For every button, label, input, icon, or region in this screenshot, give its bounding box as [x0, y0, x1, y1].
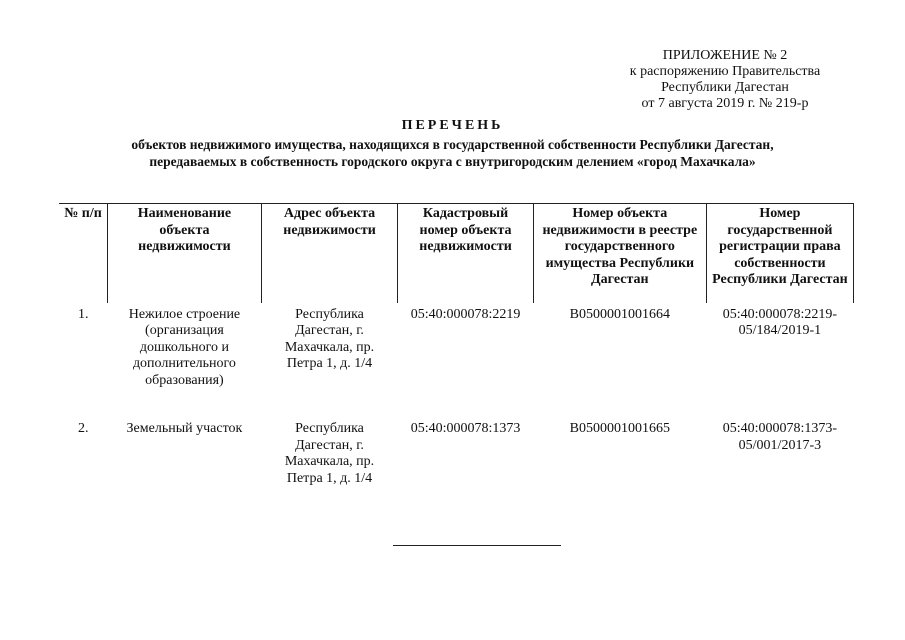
appendix-date-number: от 7 августа 2019 г. № 219-р [641, 96, 809, 111]
appendix-order-ref: к распоряжению Правительства [629, 64, 821, 79]
row-registration: 05:40:000078:2219-05/184/2019-1 [722, 306, 838, 338]
row-number: 1. [78, 306, 89, 322]
row-number: 2. [78, 421, 89, 436]
closing-divider [393, 545, 561, 546]
subtitle-line-2: передаваемых в собственность городского округа с внутригородским делением «город Махачкала» [149, 154, 756, 169]
header-address: Адрес объекта недвижимости [261, 204, 397, 303]
table-header-row [59, 204, 854, 303]
appendix-block [600, 48, 850, 112]
table-row [59, 303, 854, 418]
row-cadastral: 05:40:000078:2219 [410, 306, 521, 322]
header-cadastral: Кадастровый номер объекта недвижимости [398, 204, 534, 303]
appendix-government: Республики Дагестан [661, 80, 789, 95]
row-registration: 05:40:000078:1373-05/001/2017-3 [722, 421, 838, 453]
header-name: Наименование объекта недвижимости [108, 204, 262, 303]
row-registry: В0500001001664 [569, 306, 670, 322]
row-name: Нежилое строение (организация дошкольного и дополнительного образования) [128, 306, 241, 388]
row-address: Республика Дагестан, г. Махачкала, пр. Петра 1, д. 1/4 [284, 306, 375, 371]
table-row [59, 417, 854, 515]
document-subtitle [40, 136, 865, 170]
subtitle-line-1: объектов недвижимого имущества, находящихся в государственной собственности Республики Дагестан, [131, 137, 774, 152]
header-registration: Номер государственной регистрации права собственности Республики Дагестан [706, 204, 853, 303]
document-title: ПЕРЕЧЕНЬ [401, 118, 504, 133]
row-cadastral: 05:40:000078:1373 [410, 421, 521, 436]
header-number: № п/п [59, 204, 108, 303]
row-name: Земельный участок [126, 421, 243, 436]
header-registry: Номер объекта недвижимости в реестре государственного имущества Республики Дагестан [533, 204, 706, 303]
row-registry: В0500001001665 [569, 421, 670, 436]
row-address: Республика Дагестан, г. Махачкала, пр. Петра 1, д. 1/4 [284, 421, 375, 486]
property-table [59, 203, 854, 515]
appendix-title: ПРИЛОЖЕНИЕ № 2 [662, 48, 788, 63]
